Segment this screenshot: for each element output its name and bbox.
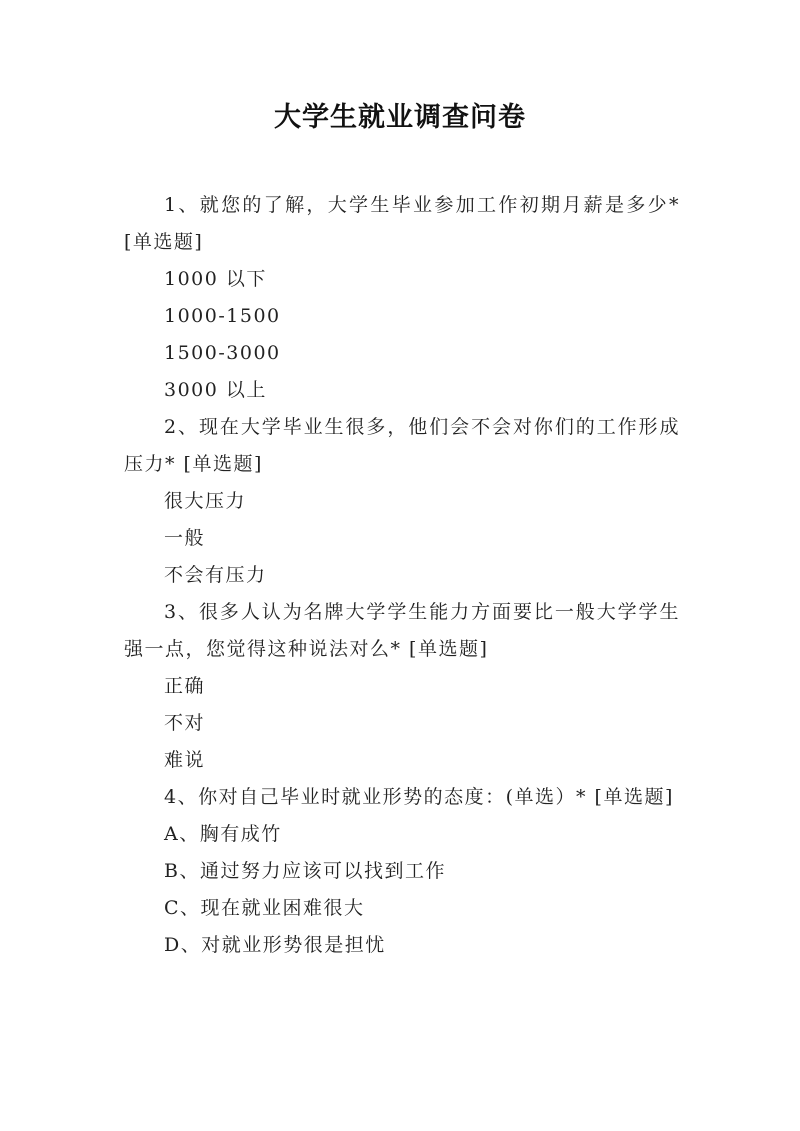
answer-option: 难说 [164, 749, 206, 771]
answer-option: 一般 [164, 527, 206, 549]
question-text: 4、你对自己毕业时就业形势的态度：(单选）* [单选题] [164, 786, 674, 808]
answer-option: C、现在就业困难很大 [164, 897, 365, 919]
answer-option: B、通过努力应该可以找到工作 [164, 860, 446, 882]
question-text: 1、就您的了解，大学生毕业参加工作初期月薪是多少*[单选题] [124, 194, 680, 253]
question-block [124, 779, 680, 964]
answer-option: 正确 [164, 675, 206, 697]
question-text: 3、很多人认为名牌大学学生能力方面要比一般大学学生强一点，您觉得这种说法对么* [单选题] [124, 601, 680, 660]
answer-option: 不会有压力 [164, 564, 267, 586]
question-text: 2、现在大学毕业生很多，他们会不会对你们的工作形成压力* [单选题] [124, 416, 680, 475]
page-title: 大学生就业调查问卷 [274, 102, 526, 133]
questionnaire-body [124, 187, 680, 964]
question-block [124, 409, 680, 594]
answer-option: 3000 以上 [164, 379, 267, 401]
question-block [124, 594, 680, 779]
answer-option: A、胸有成竹 [164, 823, 282, 845]
answer-option: 1000-1500 [164, 305, 281, 327]
answer-option: D、对就业形势很是担忧 [164, 934, 386, 956]
question-block [124, 187, 680, 409]
answer-option: 不对 [164, 712, 206, 734]
answer-option: 1000 以下 [164, 268, 267, 290]
answer-option: 很大压力 [164, 490, 247, 512]
answer-option: 1500-3000 [164, 342, 281, 364]
